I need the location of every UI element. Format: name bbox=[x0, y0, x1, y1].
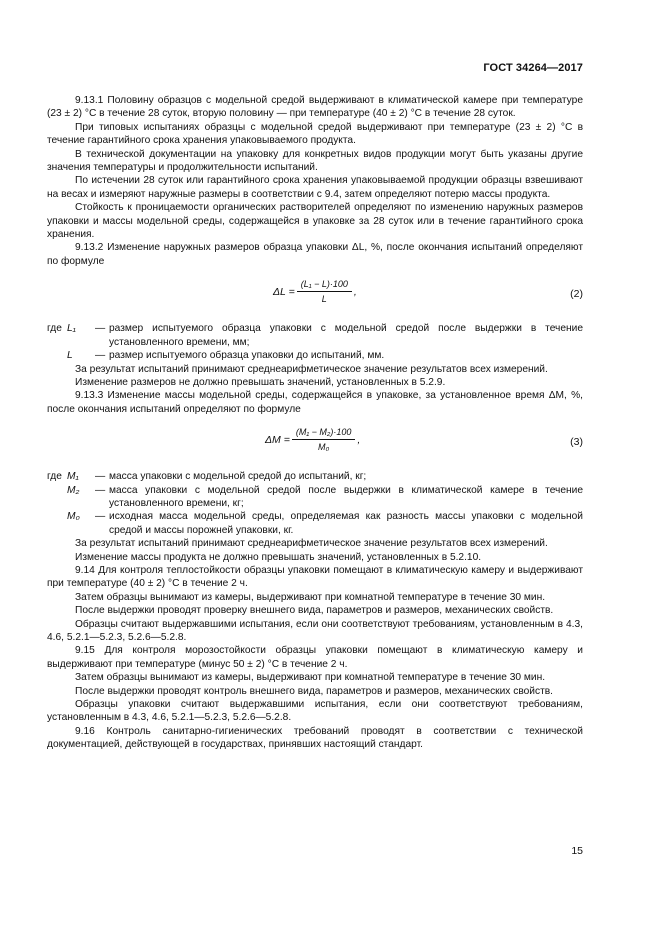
definition-item: L — размер испытуемого образца упаковки до испытаний, мм. bbox=[47, 349, 583, 362]
paragraph: Затем образцы вынимают из камеры, выдерживают при комнатной температуре в течение 30 мин. bbox=[75, 591, 546, 603]
paragraph: 9.13.3 Изменение массы модельной среды, содержащейся в упаковке, за установленное время ΔM, %, после окончания испытаний определяют по формуле bbox=[47, 390, 583, 415]
definition-text: размер испытуемого образца упаковки до испытаний, мм. bbox=[109, 350, 385, 362]
definition-symbol: M₁ bbox=[67, 471, 79, 483]
paragraph: В технической документации на упаковку для конкретных видов продукции могут быть указаны другие значения температуры и продолжительности испытаний. bbox=[47, 148, 583, 174]
formula-tail: , bbox=[357, 433, 361, 446]
paragraph: 9.14 Для контроля теплостойкости образцы упаковки помещают в климатическую камеру и выдерживают при температуре (40 ± 2) °С в течение 2 ч. bbox=[47, 564, 583, 590]
definition-text: масса упаковки с модельной средой после выдержки в климатической камере в течение установленного времени, кг; bbox=[109, 484, 583, 509]
where-label: где bbox=[47, 323, 62, 335]
formula-numerator: (L₁ − L)·100 bbox=[297, 278, 352, 292]
definition-item: M₀ — исходная масса модельной среды, определяемая как разность массы упаковки с модельной средой и массы порожней упаковки, кг. bbox=[67, 511, 583, 536]
definition-symbol: M₂ bbox=[67, 484, 80, 496]
formula-numerator: (M₁ − M₂)·100 bbox=[292, 426, 356, 440]
definitions-list bbox=[47, 470, 583, 537]
page-body bbox=[47, 94, 583, 752]
definition-symbol: L₁ bbox=[67, 323, 76, 335]
paragraph: По истечении 28 суток или гарантийного срока хранения упаковываемой продукции образцы взвешивают на весах и измеряют наружные размеры в соответствии с 9.4, затем определяют потерю массы продукта. bbox=[47, 175, 583, 200]
formula-denominator: L bbox=[321, 294, 327, 305]
paragraph: Стойкость к проницаемости органических растворителей определяют по изменению наружных размеров упаковки и массы модельной среды, содержащейся в упаковке за 28 суток или в течение гарантийного срока хранения. bbox=[47, 202, 583, 241]
formula-lhs: ΔL = bbox=[273, 285, 295, 298]
paragraph: Образцы считают выдержавшими испытания, если они соответствуют требованиям, установленным в 4.3, 4.6, 5.2.1—5.2.3, 5.2.6—5.2.8. bbox=[47, 618, 583, 643]
page-number: 15 bbox=[571, 845, 583, 857]
paragraph: Затем образцы вынимают из камеры, выдерживают при комнатной температуре в течение 30 мин. bbox=[75, 672, 546, 684]
document-header: ГОСТ 34264—2017 bbox=[483, 62, 583, 74]
formula-lhs: ΔM = bbox=[265, 433, 290, 446]
where-label: где bbox=[47, 471, 62, 483]
definition-symbol: L bbox=[67, 350, 73, 362]
formula-tail: , bbox=[353, 285, 357, 298]
paragraph: 9.16 Контроль санитарно-гигиенических требований проводят в соответствии с технической документацией, действующей в государствах, принявших настоящий стандарт. bbox=[47, 725, 583, 751]
paragraph: 9.13.1 Половину образцов с модельной средой выдерживают в климатической камере при температуре (23 ± 2) °С в течение 28 суток, вторую половину — при температуре (40 ± 2) °С в течение 28 суток. bbox=[47, 95, 583, 120]
formula-3 bbox=[47, 420, 583, 464]
formula-2 bbox=[47, 272, 583, 316]
definition-item: где L₁ — размер испытуемого образца упаковки с модельной средой после выдержки в течение установленного времени, мм; bbox=[47, 323, 583, 348]
paragraph: После выдержки проводят проверку внешнего вида, параметров и размеров, механических свойств. bbox=[75, 605, 554, 617]
paragraph: Изменение размеров не должно превышать значений, установленных в 5.2.9. bbox=[75, 376, 446, 388]
formula-denominator: M₀ bbox=[317, 442, 330, 453]
formula-number: (3) bbox=[570, 436, 583, 449]
paragraph: При типовых испытаниях образцы с модельной средой выдерживают при температуре (23 ± 2) °С в течение гарантийного срока хранения упаковываемого продукта. bbox=[47, 121, 583, 147]
definition-text: исходная масса модельной среды, определяемая как разность массы упаковки с модельной средой и массы порожней упаковки, кг. bbox=[109, 511, 583, 536]
formula-number: (2) bbox=[570, 288, 583, 301]
definition-item: M₂ — масса упаковки с модельной средой после выдержки в климатической камере в течение установленного времени, кг; bbox=[67, 484, 583, 509]
paragraph: Изменение массы продукта не должно превышать значений, установленных в 5.2.10. bbox=[75, 551, 482, 563]
definition-symbol: M₀ bbox=[67, 511, 80, 523]
definition-item: где M₁ — масса упаковки с модельной средой до испытаний, кг; bbox=[47, 470, 583, 483]
paragraph: 9.15 Для контроля морозостойкости образцы упаковки помещают в климатическую камеру и выдерживают при температуре (минус 50 ± 2) °С в течение 2 ч. bbox=[47, 645, 583, 670]
paragraph: После выдержки проводят контроль внешнего вида, параметров и размеров, механических свойств. bbox=[75, 685, 553, 697]
definition-text: масса упаковки с модельной средой до испытаний, кг; bbox=[109, 471, 367, 483]
paragraph: За результат испытаний принимают среднеарифметическое значение результатов всех измерений. bbox=[75, 538, 548, 550]
definitions-list bbox=[47, 322, 583, 362]
definition-text: размер испытуемого образца упаковки с модельной средой после выдержки в течение установленного времени, мм; bbox=[109, 323, 583, 348]
paragraph: За результат испытаний принимают среднеарифметическое значение результатов всех измерений. bbox=[75, 363, 548, 375]
paragraph: Образцы упаковки считают выдержавшими испытания, если они соответствуют требованиям, установленным в 4.3, 4.6, 5.2.1—5.2.3, 5.2.6—5.2.8. bbox=[47, 699, 583, 724]
paragraph: 9.13.2 Изменение наружных размеров образца упаковки ΔL, %, после окончания испытаний определяют по формуле bbox=[47, 242, 583, 267]
